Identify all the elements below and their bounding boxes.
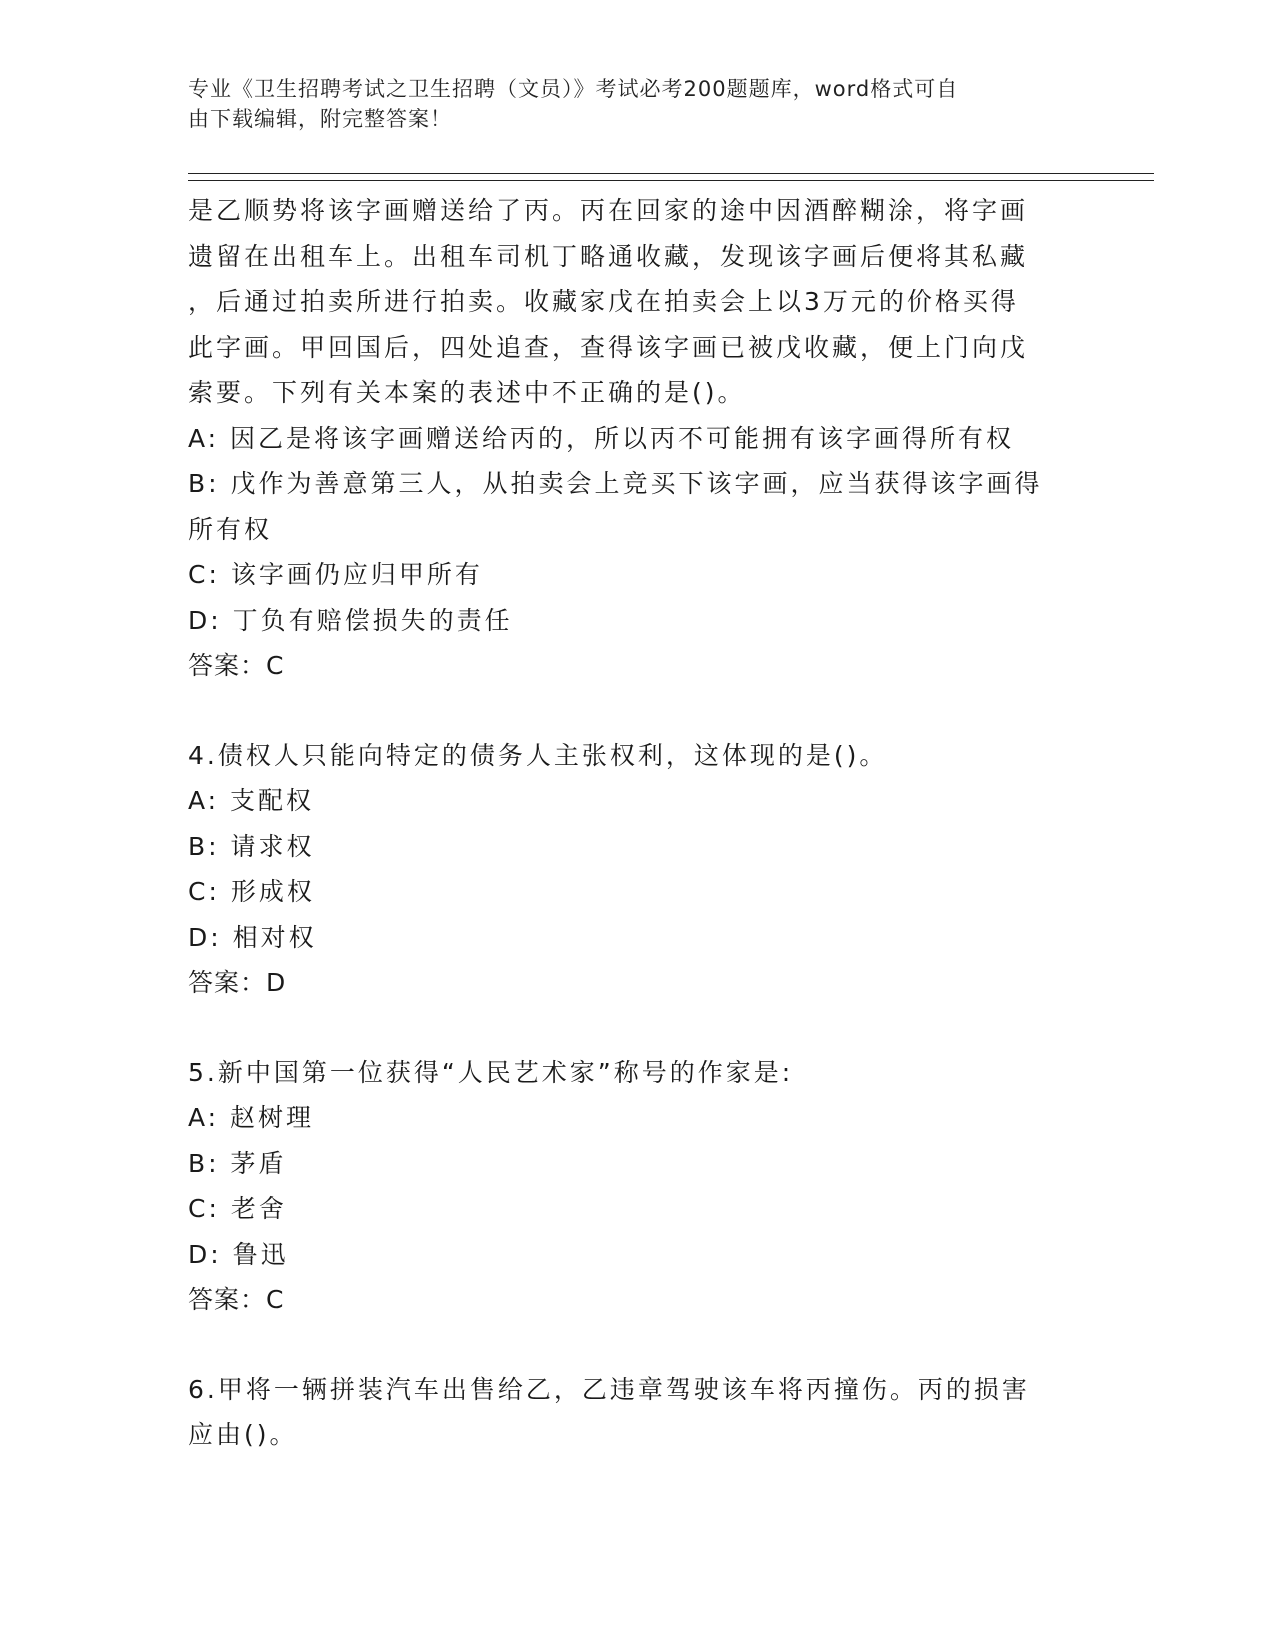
answer-label: 答案：C bbox=[188, 1285, 285, 1314]
question-4 bbox=[188, 733, 1068, 1006]
question-stem-line: ，后通过拍卖所进行拍卖。收藏家戊在拍卖会上以3万元的价格买得 bbox=[188, 287, 1019, 316]
question-stem-line: 6.甲将一辆拼装汽车出售给乙，乙违章驾驶该车将丙撞伤。丙的损害 bbox=[188, 1374, 1030, 1404]
question-stem-line: 5.新中国第一位获得“人民艺术家”称号的作家是: bbox=[188, 1057, 794, 1087]
question-stem-line: 应由()。 bbox=[188, 1420, 298, 1449]
question-5 bbox=[188, 1050, 1068, 1323]
header-rule-bottom bbox=[188, 180, 1154, 181]
header-rule-top bbox=[188, 173, 1154, 174]
option-b: B: 茅盾 bbox=[188, 1148, 287, 1178]
question-stem-line: 遗留在出租车上。出租车司机丁略通收藏，发现该字画后便将其私藏 bbox=[188, 241, 1029, 271]
document-body bbox=[188, 188, 1068, 1458]
option-d: D: 相对权 bbox=[188, 922, 317, 952]
answer-label: 答案：D bbox=[188, 968, 287, 997]
spacer bbox=[188, 689, 1068, 733]
document-header bbox=[188, 74, 1068, 134]
option-b: B: 戊作为善意第三人，从拍卖会上竞买下该字画，应当获得该字画得 bbox=[188, 469, 1043, 498]
question-3 bbox=[188, 188, 1068, 689]
spacer bbox=[188, 1006, 1068, 1050]
option-d: D: 丁负有赔偿损失的责任 bbox=[188, 605, 513, 635]
question-stem-line: 是乙顺势将该字画赠送给了丙。丙在回家的途中因酒醉糊涂，将字画 bbox=[188, 196, 1029, 225]
header-line-2: 由下载编辑，附完整答案！ bbox=[188, 107, 452, 131]
option-d: D: 鲁迅 bbox=[188, 1239, 289, 1269]
option-b-continued: 所有权 bbox=[188, 514, 273, 544]
question-stem-line: 索要。下列有关本案的表述中不正确的是()。 bbox=[188, 378, 746, 407]
option-c: C: 形成权 bbox=[188, 877, 315, 906]
spacer bbox=[188, 1323, 1068, 1367]
question-stem-line: 4.债权人只能向特定的债务人主张权利，这体现的是()。 bbox=[188, 740, 888, 770]
question-6 bbox=[188, 1367, 1068, 1458]
header-line-1: 专业《卫生招聘考试之卫生招聘（文员）》考试必考200题题库，word格式可自 bbox=[188, 77, 959, 101]
question-stem-line: 此字画。甲回国后，四处追查，查得该字画已被戊收藏，便上门向戊 bbox=[188, 332, 1029, 362]
option-c: C: 该字画仍应归甲所有 bbox=[188, 560, 483, 589]
option-c: C: 老舍 bbox=[188, 1194, 287, 1223]
option-a: A: 支配权 bbox=[188, 786, 315, 815]
option-b: B: 请求权 bbox=[188, 831, 315, 861]
answer-label: 答案：C bbox=[188, 651, 285, 680]
option-a: A: 赵树理 bbox=[188, 1103, 315, 1132]
option-a: A: 因乙是将该字画赠送给丙的，所以丙不可能拥有该字画得所有权 bbox=[188, 423, 1015, 453]
